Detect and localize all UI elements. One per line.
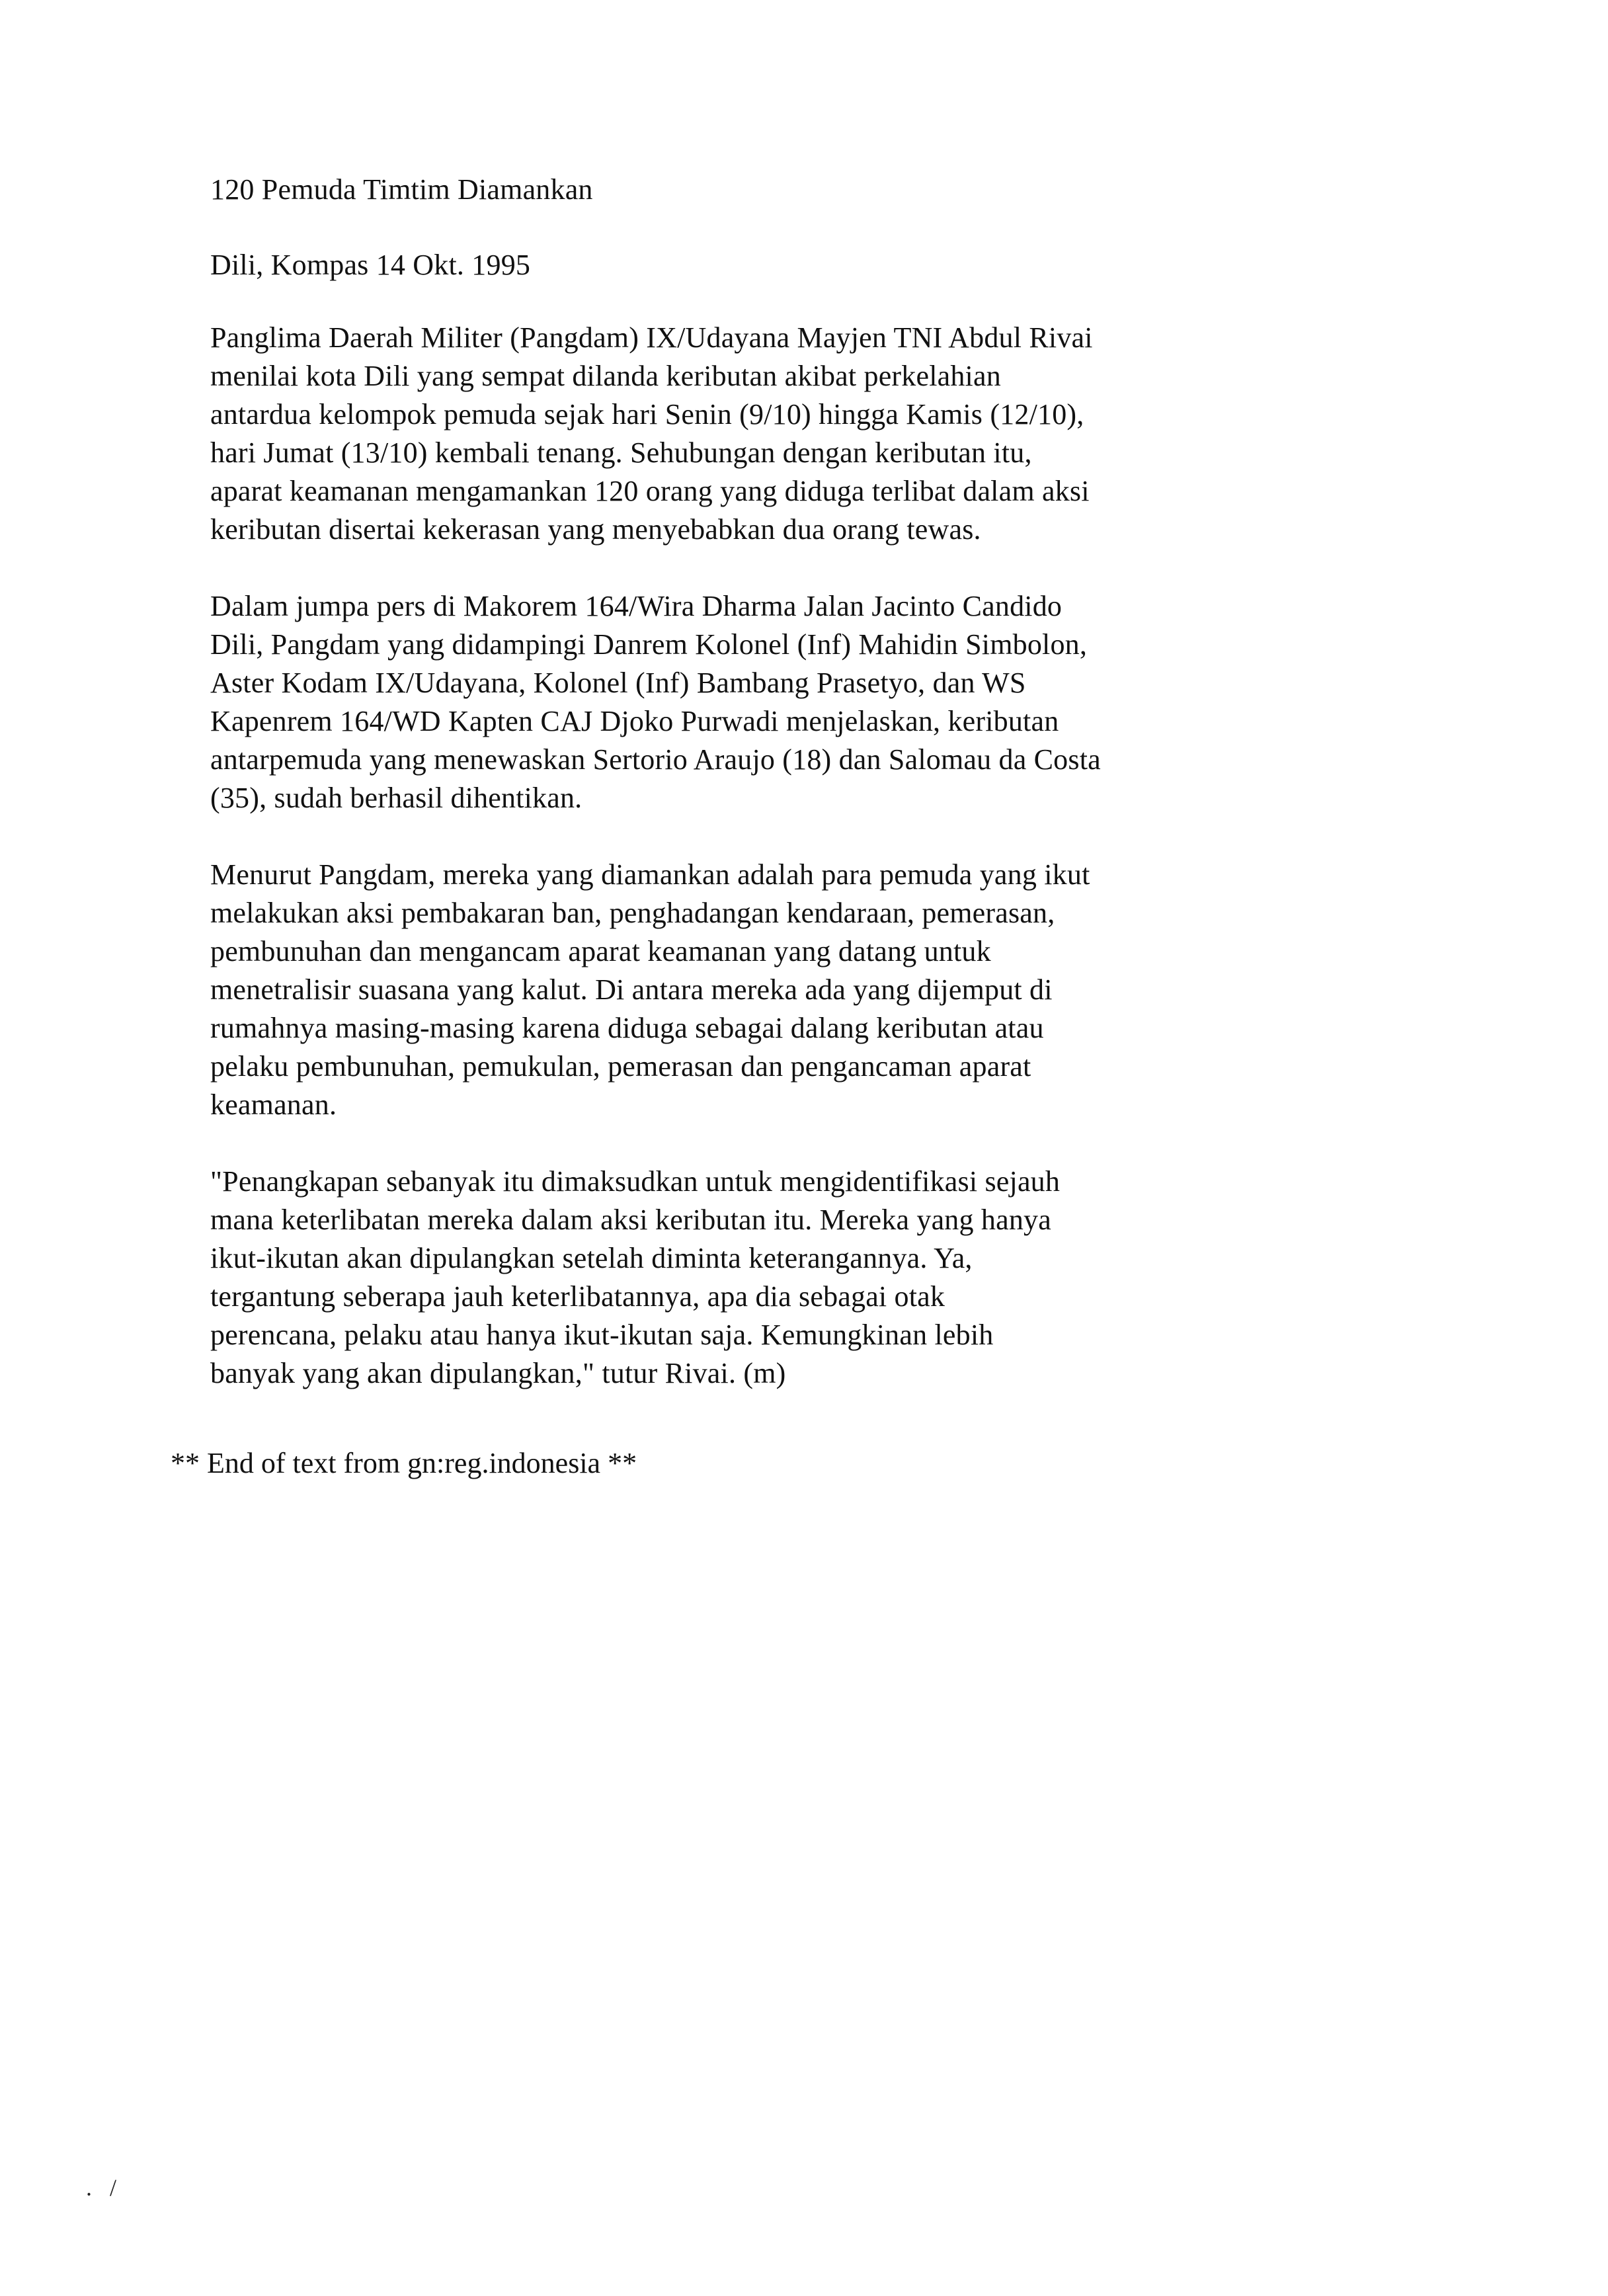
paragraph-line: Dili, Pangdam yang didampingi Danrem Kolonel (Inf) Mahidin Simbolon, (210, 628, 1088, 661)
paragraph-2 (210, 587, 1308, 817)
paragraph-line: pelaku pembunuhan, pemukulan, pemerasan dan pengancaman aparat (210, 1050, 1031, 1083)
paragraph-line: menilai kota Dili yang sempat dilanda keributan akibat perkelahian (210, 360, 1001, 392)
paragraph-line: ikut-ikutan akan dipulangkan setelah diminta keterangannya. Ya, (210, 1242, 973, 1274)
paragraph-1 (210, 319, 1308, 549)
article-dateline: Dili, Kompas 14 Okt. 1995 (210, 249, 531, 281)
paragraph-line: Aster Kodam IX/Udayana, Kolonel (Inf) Bambang Prasetyo, dan WS (210, 667, 1026, 699)
paragraph-line: melakukan aksi pembakaran ban, penghadangan kendaraan, pemerasan, (210, 897, 1055, 929)
paragraph-line: pembunuhan dan mengancam aparat keamanan yang datang untuk (210, 935, 991, 967)
paragraph-line: aparat keamanan mengamankan 120 orang yang diduga terlibat dalam aksi (210, 475, 1090, 507)
paragraph-line: Panglima Daerah Militer (Pangdam) IX/Udayana Mayjen TNI Abdul Rivai (210, 321, 1093, 354)
paragraph-line: rumahnya masing-masing karena diduga sebagai dalang keributan atau (210, 1012, 1044, 1044)
paragraph-line: tergantung seberapa jauh keterlibatannya, apa dia sebagai otak (210, 1280, 945, 1313)
paragraph-line: perencana, pelaku atau hanya ikut-ikutan saja. Kemungkinan lebih (210, 1319, 994, 1351)
paragraph-line: antardua kelompok pemuda sejak hari Senin (9/10) hingga Kamis (12/10), (210, 398, 1084, 430)
paragraph-3 (210, 856, 1308, 1124)
paragraph-4 (210, 1163, 1308, 1393)
paragraph-line: Menurut Pangdam, mereka yang diamankan adalah para pemuda yang ikut (210, 858, 1090, 891)
margin-mark-slash: / (110, 2174, 117, 2201)
paragraph-line: keamanan. (210, 1088, 337, 1121)
paragraph-line: mana keterlibatan mereka dalam aksi keributan itu. Mereka yang hanya (210, 1204, 1051, 1236)
paragraph-line: banyak yang akan dipulangkan," tutur Rivai. (m) (210, 1357, 786, 1389)
paragraph-line: Dalam jumpa pers di Makorem 164/Wira Dharma Jalan Jacinto Candido (210, 590, 1063, 622)
margin-mark-dot: . (86, 2174, 92, 2201)
paragraph-line: keributan disertai kekerasan yang menyebabkan dua orang tewas. (210, 513, 981, 546)
paragraph-line: (35), sudah berhasil dihentikan. (210, 782, 583, 814)
paragraph-line: "Penangkapan sebanyak itu dimaksudkan untuk mengidentifikasi sejauh (210, 1165, 1061, 1198)
article-headline: 120 Pemuda Timtim Diamankan (210, 173, 593, 206)
paragraph-line: Kapenrem 164/WD Kapten CAJ Djoko Purwadi menjelaskan, keributan (210, 705, 1059, 737)
paragraph-line: hari Jumat (13/10) kembali tenang. Sehubungan dengan keributan itu, (210, 436, 1032, 469)
end-of-text-footer: ** End of text from gn:reg.indonesia ** (171, 1447, 637, 1479)
paragraph-line: antarpemuda yang menewaskan Sertorio Araujo (18) dan Salomau da Costa (210, 743, 1101, 776)
paragraph-line: menetralisir suasana yang kalut. Di antara mereka ada yang dijemput di (210, 973, 1053, 1006)
article-body (210, 171, 1308, 1431)
